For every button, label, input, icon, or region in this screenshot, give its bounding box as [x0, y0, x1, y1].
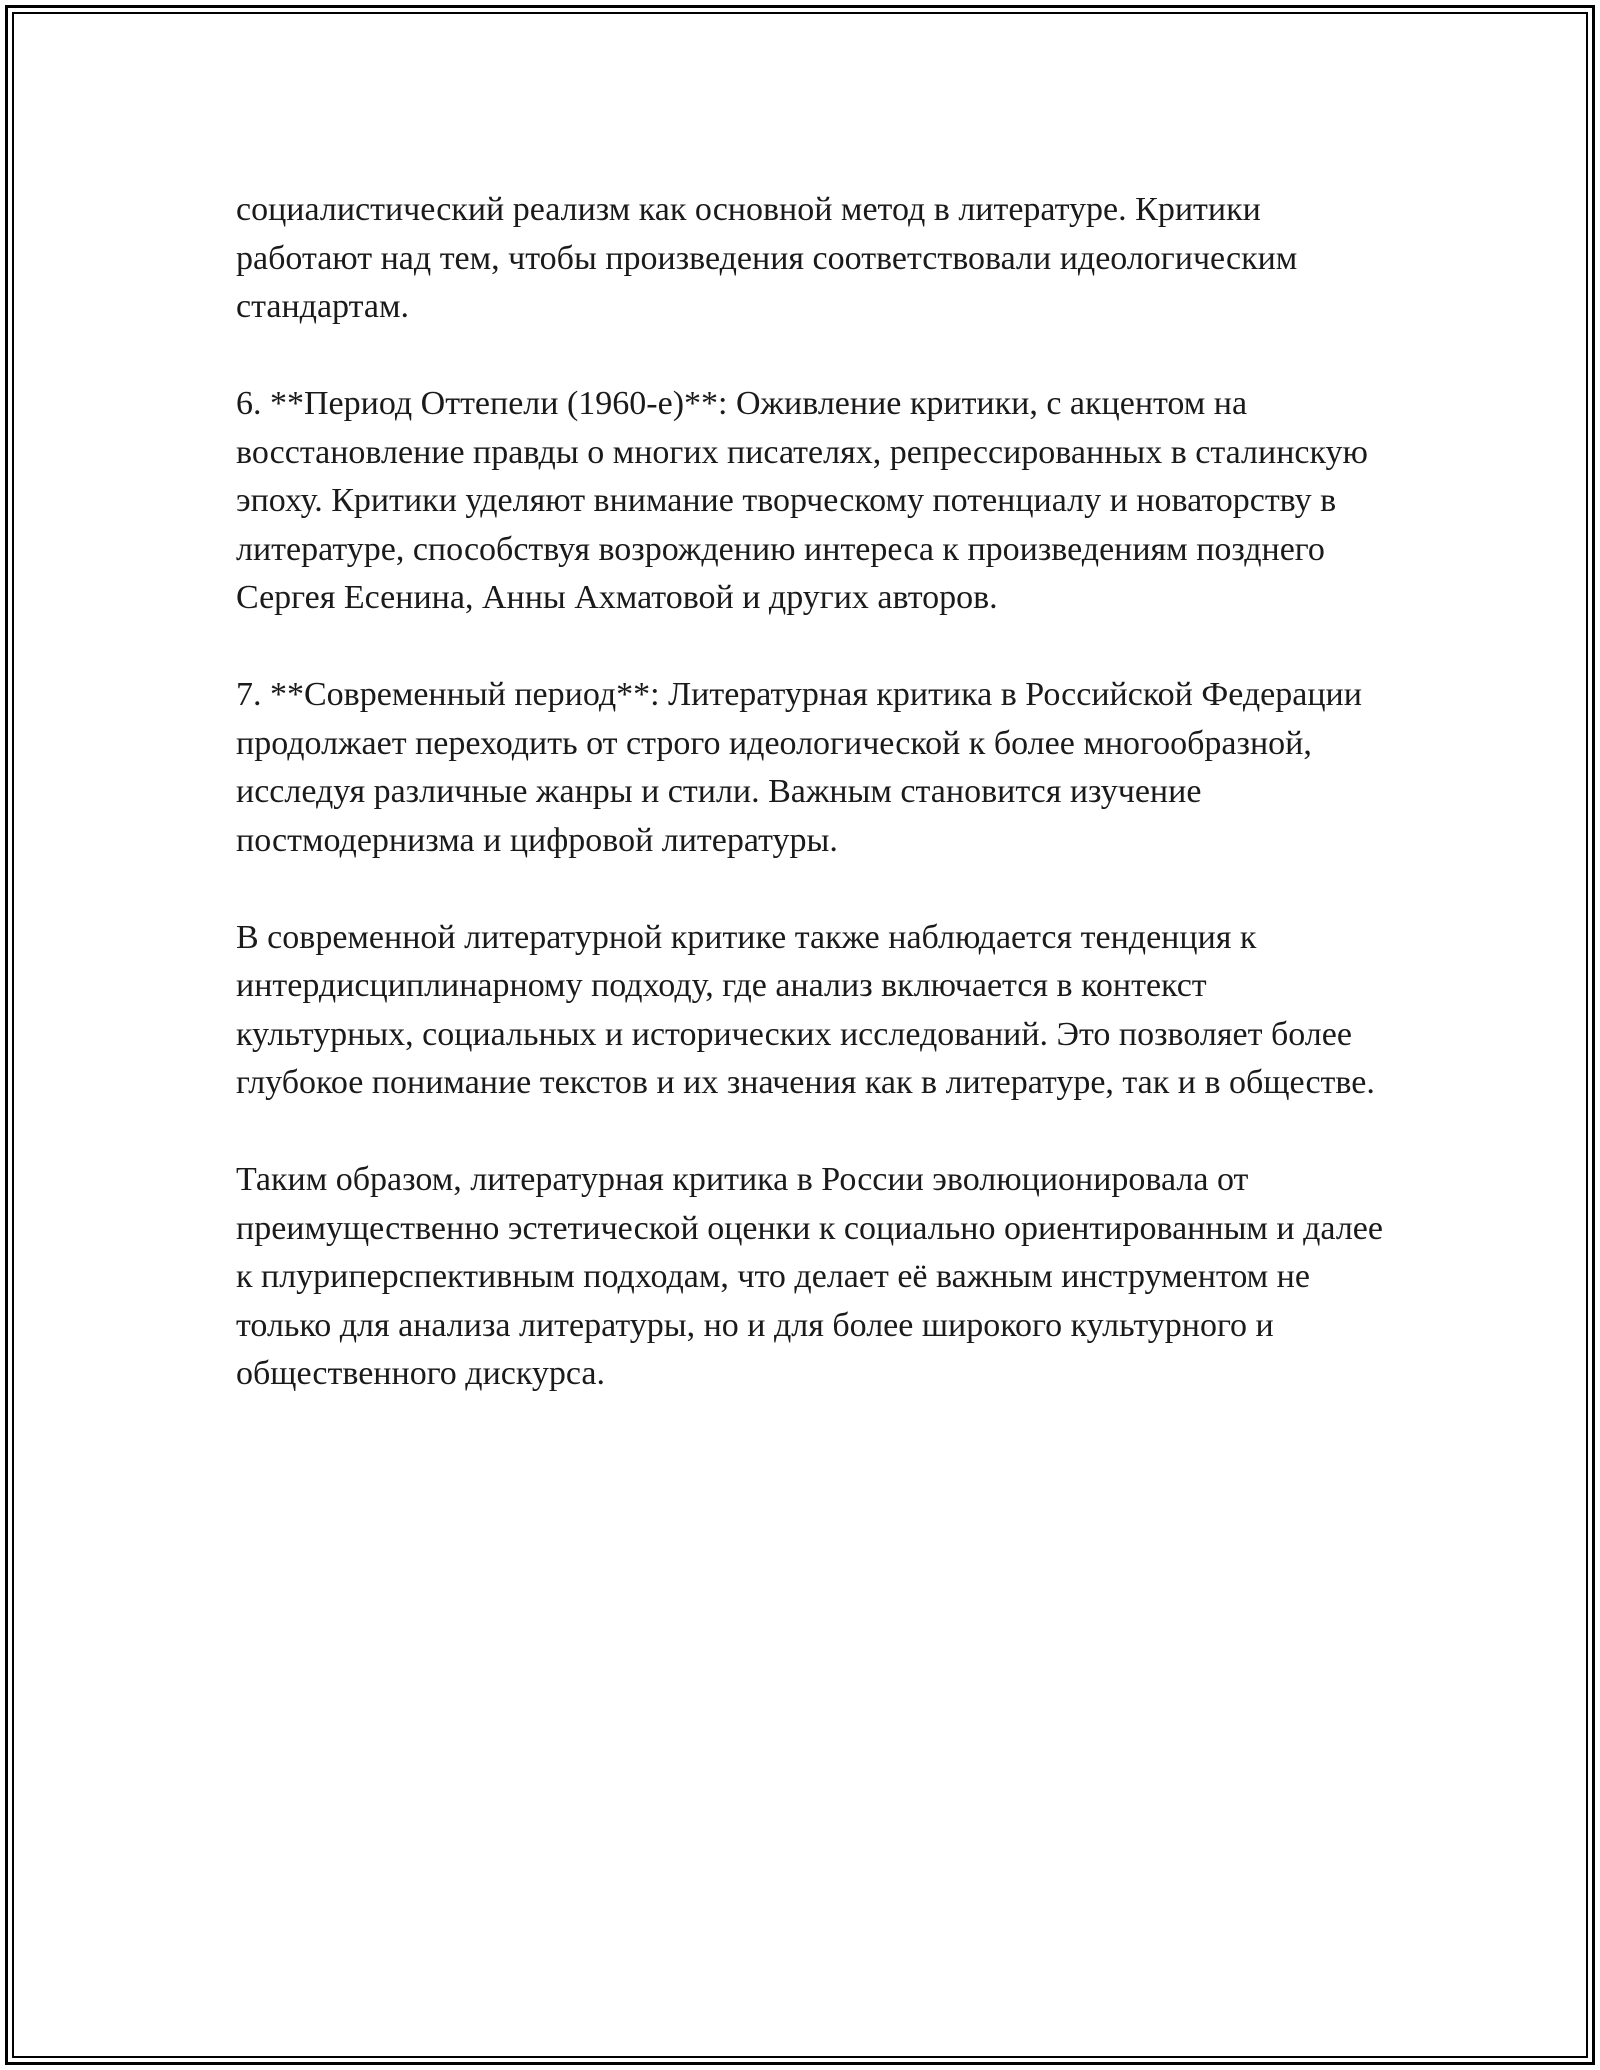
paragraph-modern-period: 7. **Современный период**: Литературная критика в Российской Федерации продолжает переходить от строго идеологической к более многообразной, исследуя различные жанры и стили. Важным становится изучение постмодернизма и цифровой литературы. [236, 676, 1362, 859]
paragraph-socialist-realism: социалистический реализм как основной метод в литературе. Критики работают над тем, чтобы произведения соответствовали идеологическим стандартам. [236, 191, 1298, 325]
document-body [236, 186, 1386, 1447]
paragraph-interdisciplinary: В современной литературной критике также наблюдается тенденция к интердисциплинарному подходу, где анализ включается в контекст культурных, социальных и исторических исследований. Это позволяет более глубокое понимание текстов и их значения как в литературе, так и в обществе. [236, 918, 1375, 1101]
paragraph-conclusion: Таким образом, литературная критика в России эволюционировала от преимущественно эстетической оценки к социально ориентированным и далее к плуриперспективным подходам, что делает её важным инструментом не только для анализа литературы, но и для более широкого культурного и общественного дискурса. [236, 1161, 1383, 1392]
paragraph-thaw-period: 6. **Период Оттепели (1960-е)**: Оживление критики, с акцентом на восстановление правды о многих писателях, репрессированных в сталинскую эпоху. Критики уделяют внимание творческому потенциалу и новаторству в литературе, способствуя возрождению интереса к произведениям позднего Сергея Есенина, Анны Ахматовой и других авторов. [236, 385, 1368, 616]
